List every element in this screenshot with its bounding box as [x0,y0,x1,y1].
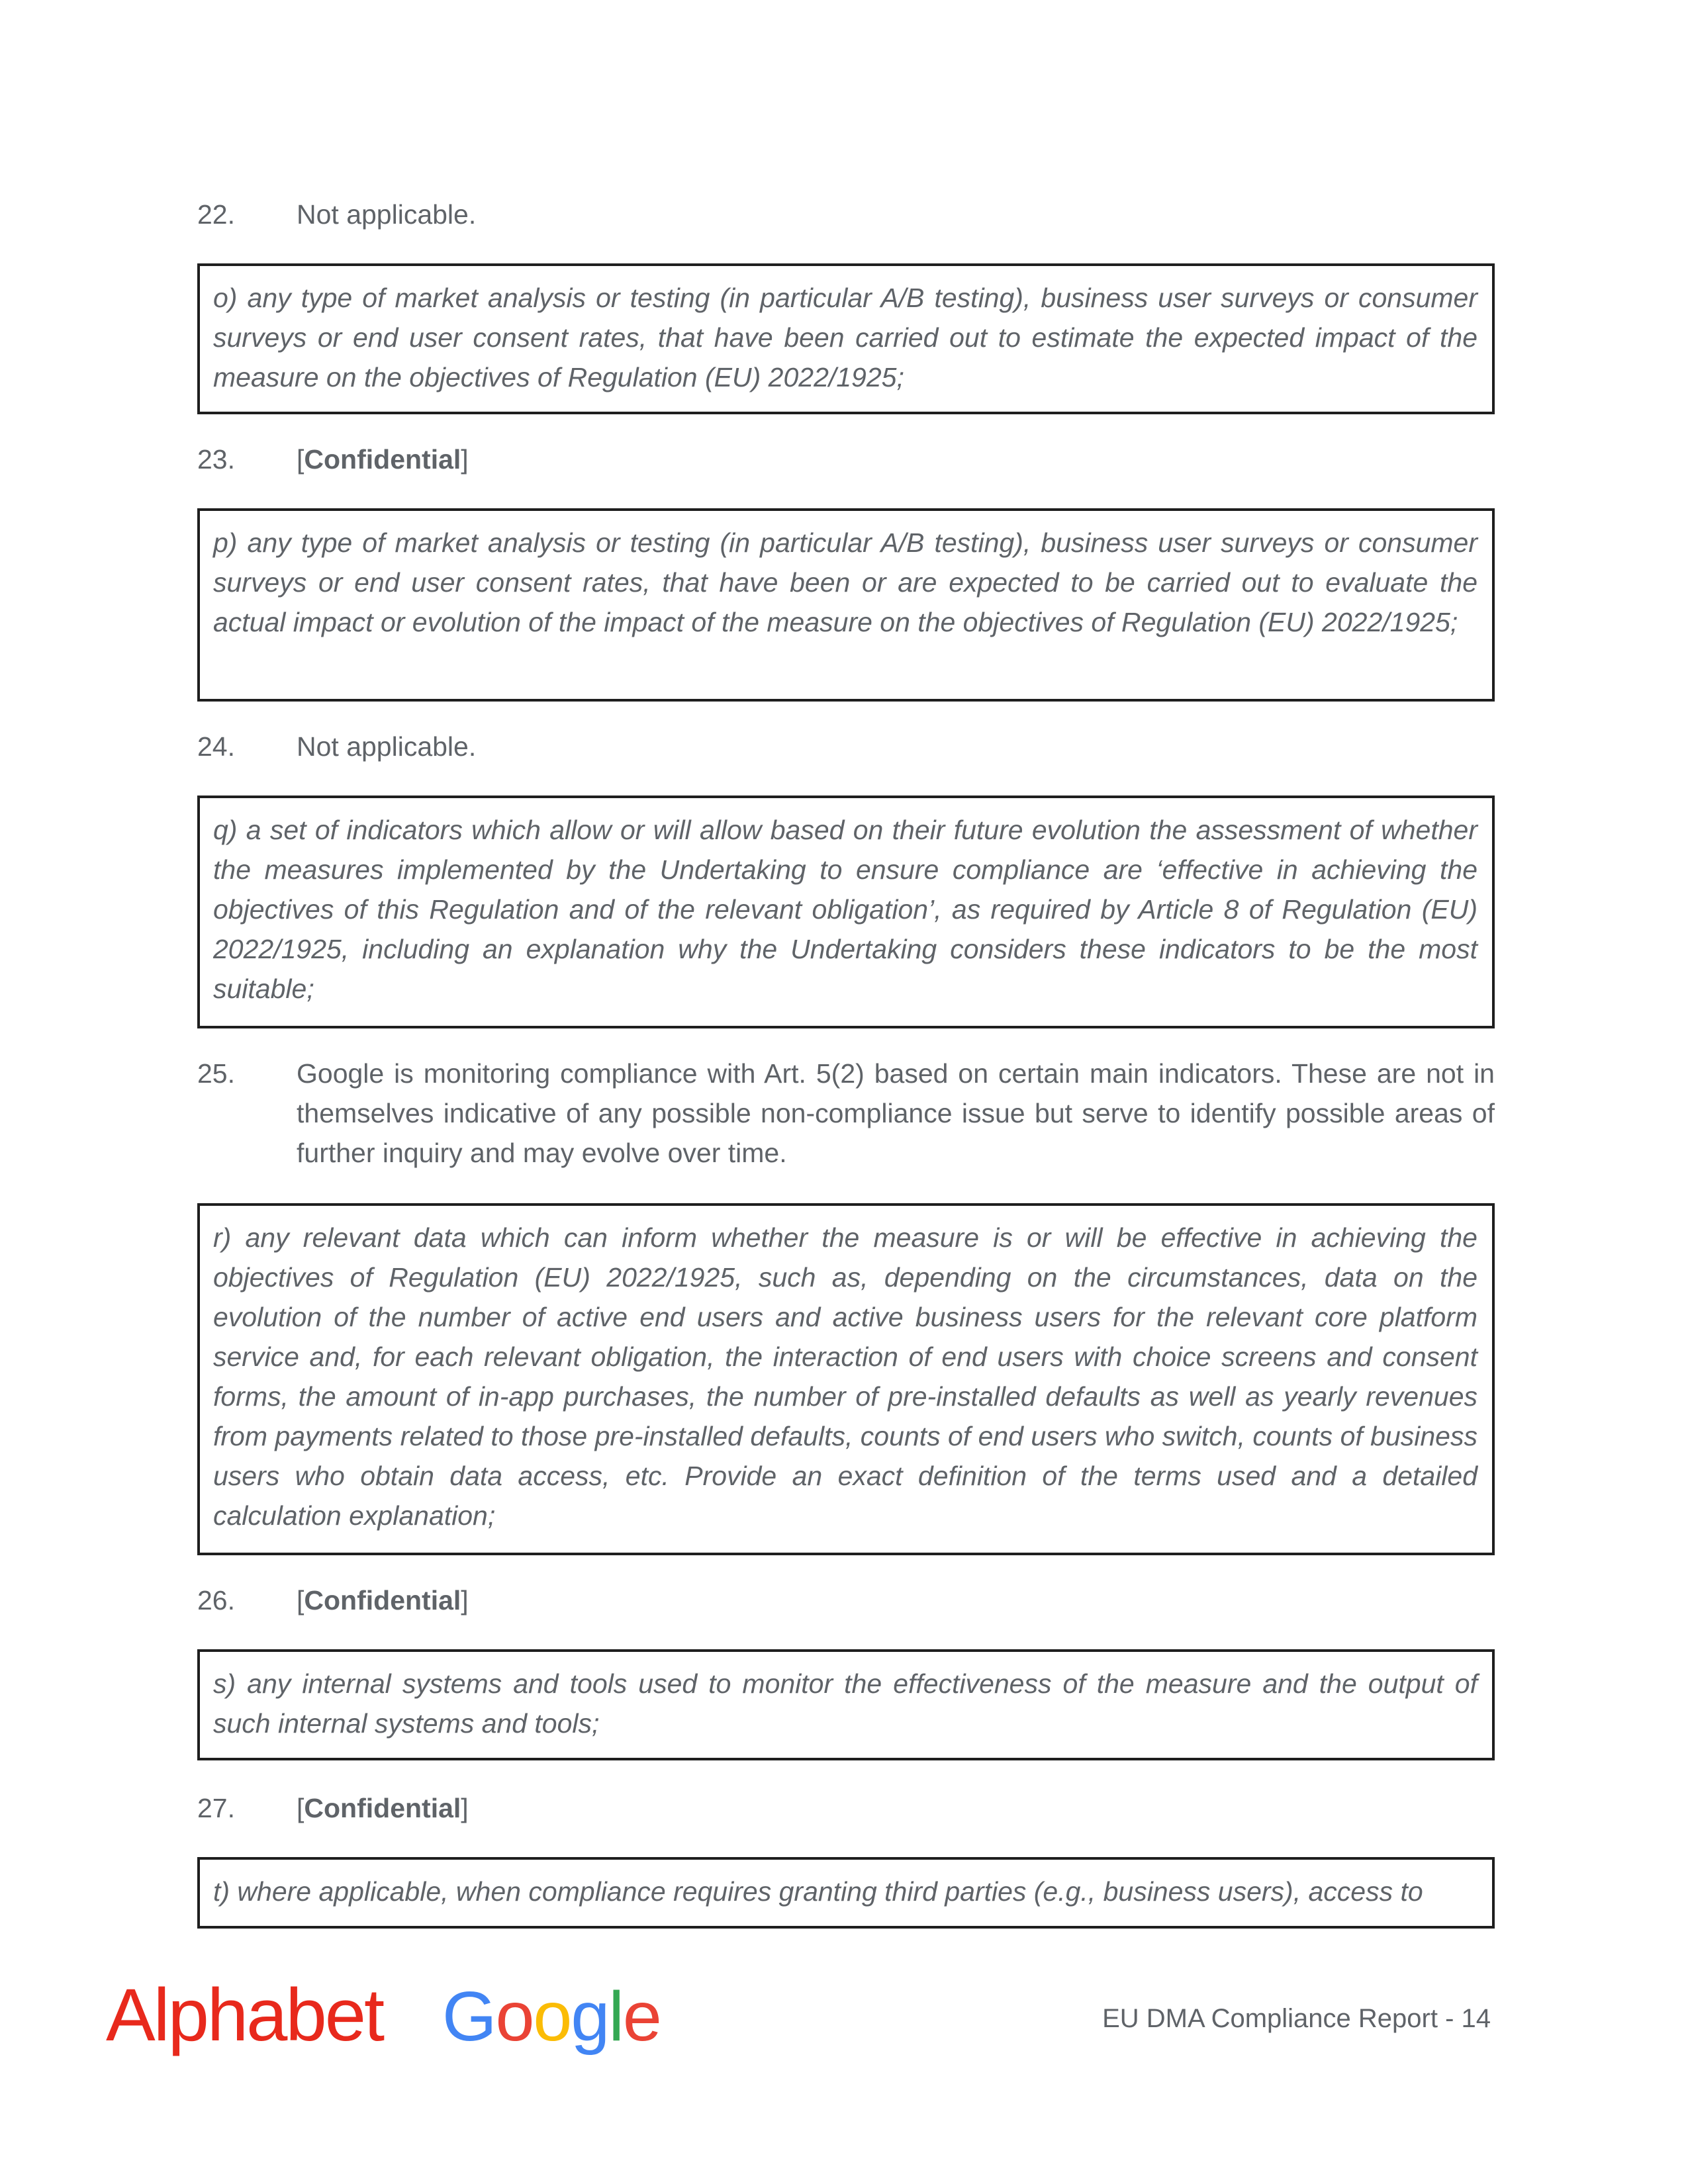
paragraph-26 [197,1580,1495,1620]
paragraph-number: 25. [197,1058,235,1089]
paragraph-text: Google is monitoring compliance with Art. 5(2) based on certain main indicators. These are not in themselves indicative of any possible non-compliance issue but serve to identify possible areas of further inquiry and may evolve over time. [297,1058,1495,1168]
requirement-box-o: o) any type of market analysis or testing (in particular A/B testing), business user surveys or consumer surveys or end user consent rates, that have been carried out to estimate the expected impact of the measure on the objectives of Regulation (EU) 2022/1925; [197,263,1495,414]
paragraph-number: 22. [197,199,235,230]
bracket-close: ] [461,1585,469,1615]
paragraph-text [297,439,1495,479]
confidential-label: Confidential [304,444,461,475]
bracket-open: [ [297,444,305,475]
bracket-open: [ [297,1585,305,1615]
google-logo: Google [442,1978,661,2056]
bracket-close: ] [461,444,469,475]
paragraph-number: 23. [197,444,235,475]
paragraph-22 [197,195,1495,234]
paragraph-text [297,1788,1495,1828]
requirement-box-t: t) where applicable, when compliance requires granting third parties (e.g., business users), access to [197,1857,1495,1929]
confidential-label: Confidential [304,1793,461,1823]
paragraph-number: 24. [197,731,235,762]
requirement-box-p: p) any type of market analysis or testing (in particular A/B testing), business user surveys or consumer surveys or end user consent rates, that have been or are expected to be carried out to evaluate the actual impact or evolution of the impact of the measure on the objectives of Regulation (EU) 2022/1925; [197,508,1495,702]
bracket-open: [ [297,1793,305,1823]
paragraph-text: Not applicable. [297,731,477,762]
paragraph-text [297,1580,1495,1620]
requirement-box-q: q) a set of indicators which allow or will allow based on their future evolution the assessment of whether the measures implemented by the Undertaking to ensure compliance are ‘effective in achieving the objectives of this Regulation and of the relevant obligation’, as required by Article 8 of Regulation (EU) 2022/1925, including an explanation why the Undertaking considers these indicators to be the most suitable; [197,796,1495,1028]
page-footer [0,1972,1688,2071]
paragraph-number: 26. [197,1585,235,1615]
alphabet-logo: Alphabet [106,1974,383,2056]
bracket-close: ] [461,1793,469,1823]
paragraph-23 [197,439,1495,479]
confidential-label: Confidential [304,1585,461,1615]
paragraph-24 [197,727,1495,766]
paragraph-text: Not applicable. [297,199,477,230]
paragraph-27 [197,1788,1495,1828]
requirement-box-r: r) any relevant data which can inform whether the measure is or will be effective in achieving the objectives of Regulation (EU) 2022/1925, such as, depending on the circumstances, data on the evolution of the number of active end users and active business users for the relevant core platform service and, for each relevant obligation, the interaction of end users with choice screens and consent forms, the amount of in-app purchases, the number of pre-installed defaults as well as yearly revenues from payments related to those pre-installed defaults, counts of end users who switch, counts of business users who obtain data access, etc. Provide an exact definition of the terms used and a detailed calculation explanation; [197,1203,1495,1555]
paragraph-25 [197,1054,1495,1173]
paragraph-number: 27. [197,1793,235,1823]
report-page-label: EU DMA Compliance Report - 14 [1102,2004,1491,2033]
requirement-box-s: s) any internal systems and tools used to monitor the effectiveness of the measure and the output of such internal systems and tools; [197,1649,1495,1760]
